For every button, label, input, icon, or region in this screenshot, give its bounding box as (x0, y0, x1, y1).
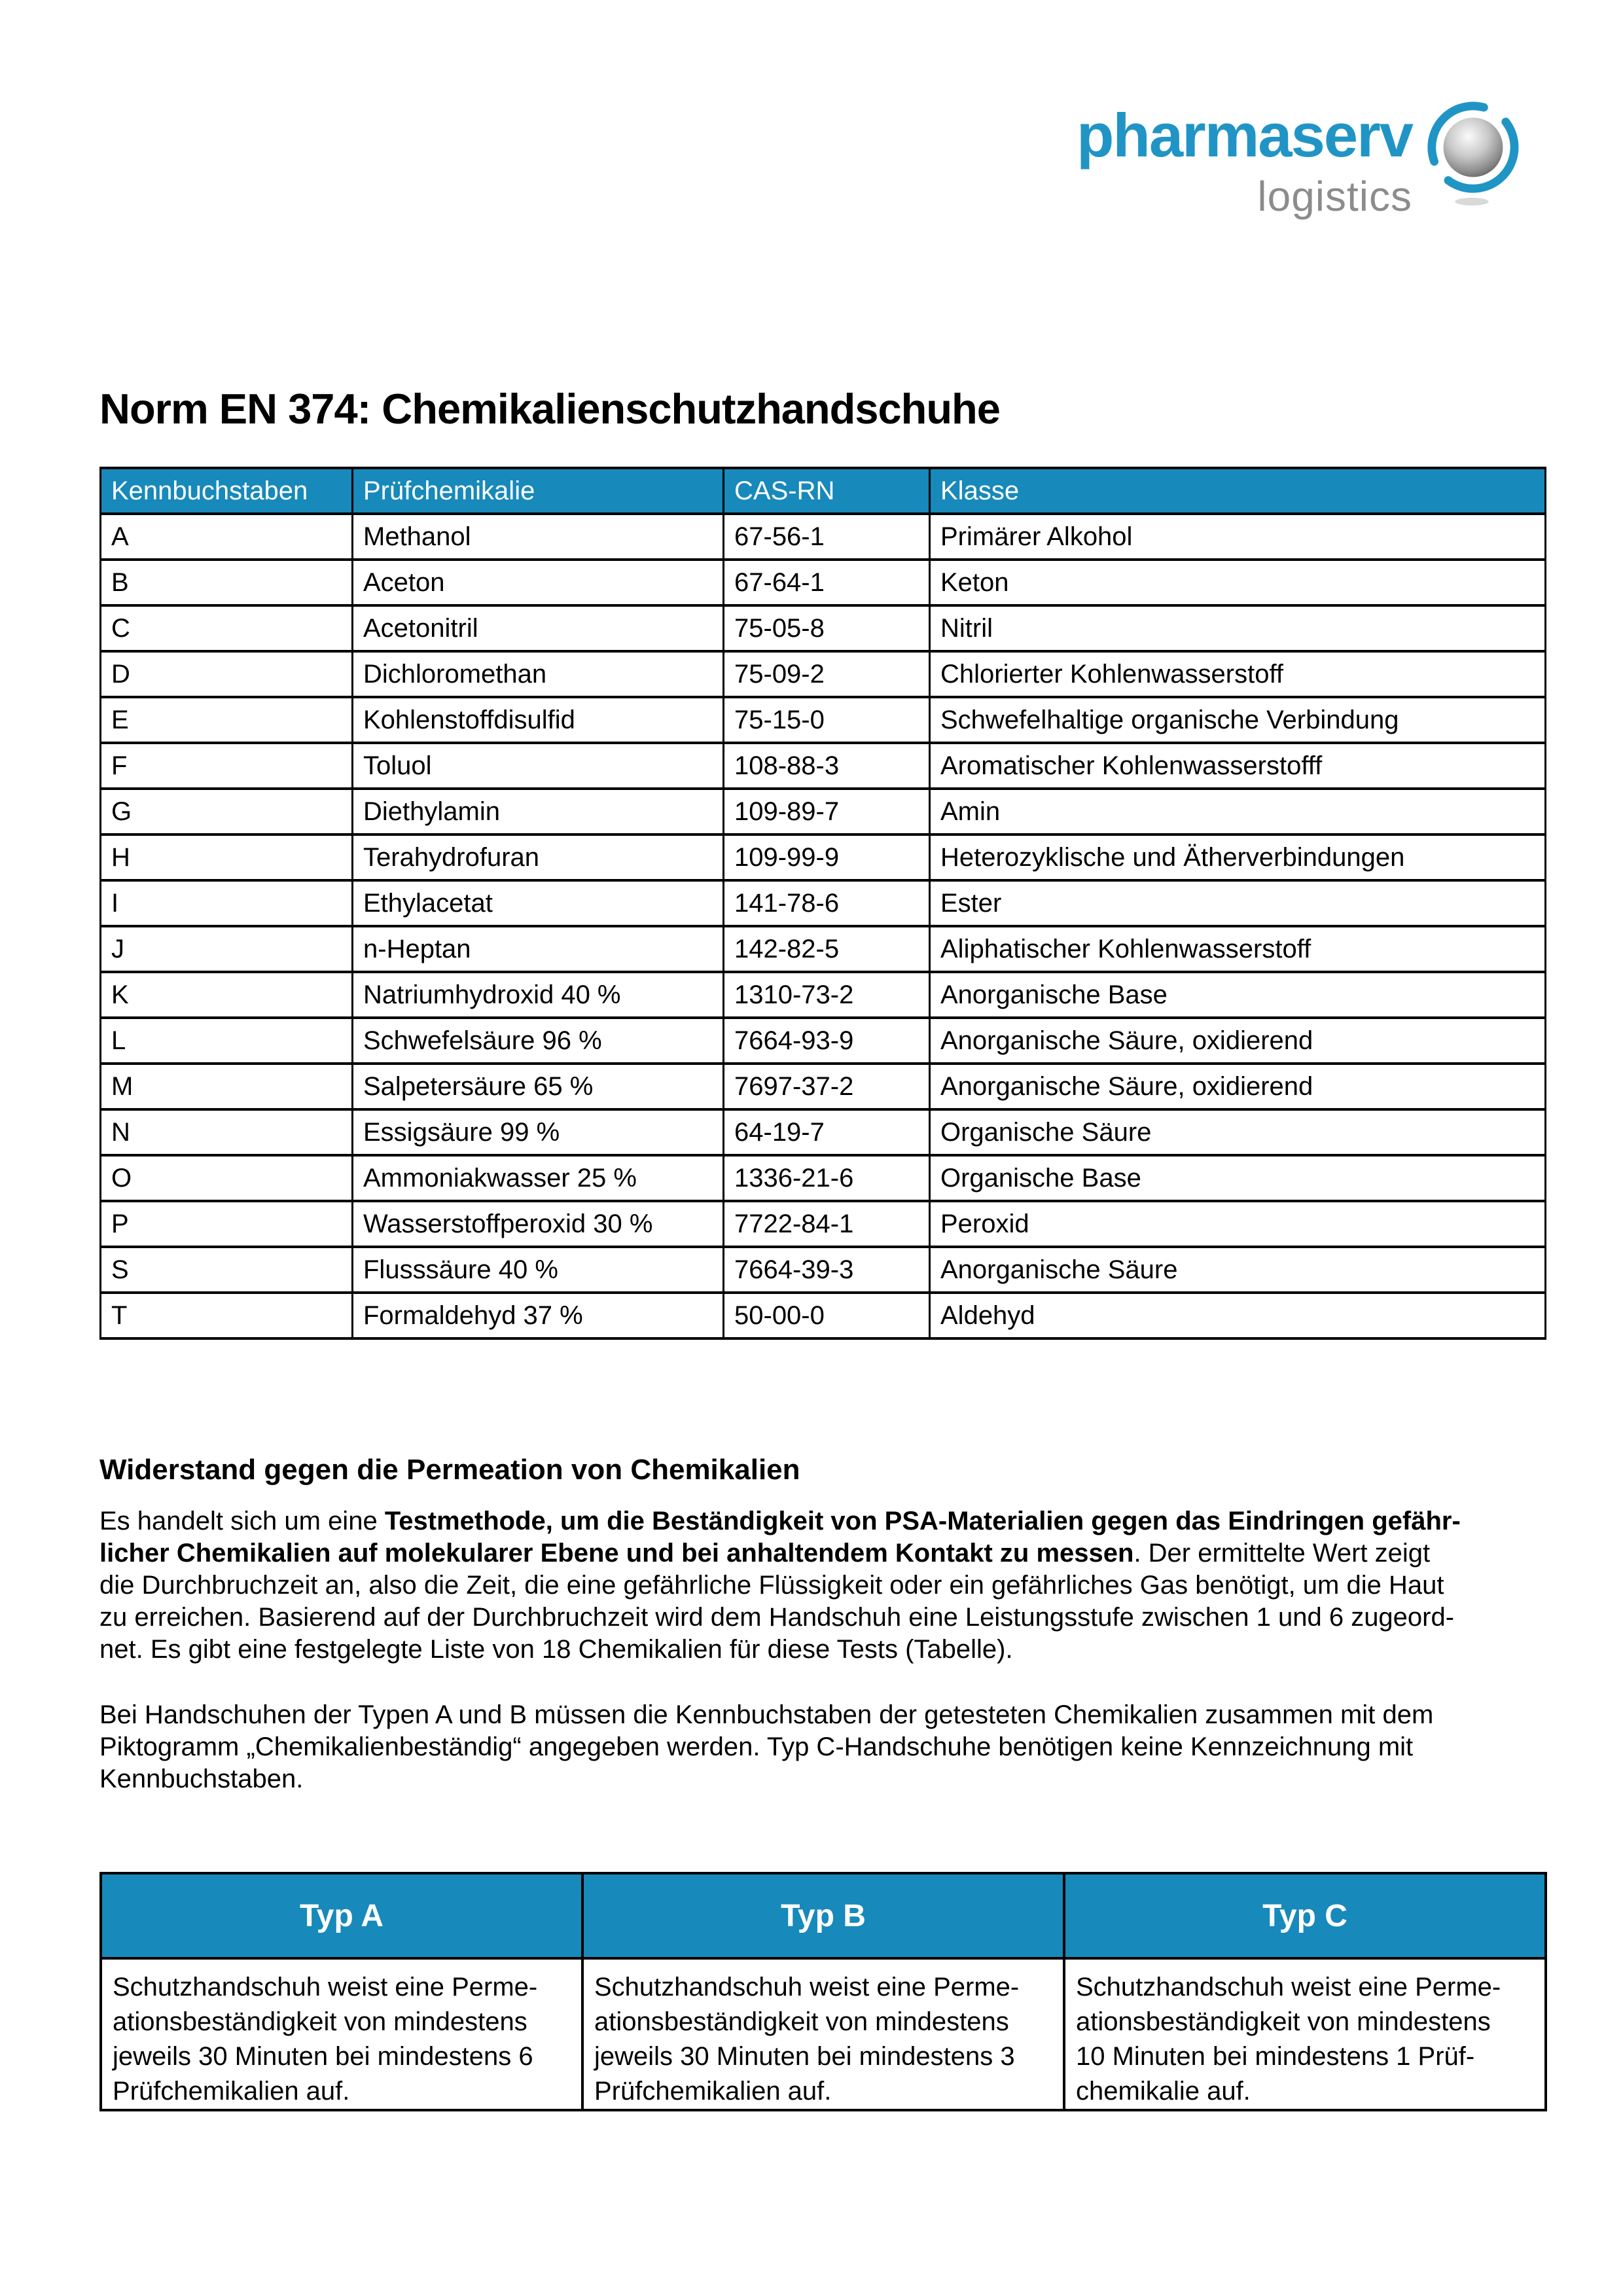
table-row (101, 926, 1546, 972)
table-row (101, 1293, 1546, 1338)
table-cell: Formaldehyd 37 % (353, 1293, 724, 1338)
table-row (101, 789, 1546, 834)
table-cell: Keton (930, 560, 1546, 605)
type-table-header-row (101, 1873, 1546, 1958)
type-table-body-row (101, 1958, 1546, 2110)
table-cell: 1336-21-6 (724, 1155, 930, 1201)
table-cell: 75-05-8 (724, 605, 930, 651)
table-cell: E (101, 697, 353, 743)
table-cell: Organische Säure (930, 1109, 1546, 1155)
table-cell: Acetonitril (353, 605, 724, 651)
table-cell: n-Heptan (353, 926, 724, 972)
type-c-description (1064, 1958, 1546, 2110)
column-header-cas-rn: CAS-RN (724, 468, 930, 514)
table-cell: Ammoniakwasser 25 % (353, 1155, 724, 1201)
table-cell: Heterozyklische und Ätherverbindungen (930, 834, 1546, 880)
table-cell: 67-64-1 (724, 560, 930, 605)
table-cell: Ethylacetat (353, 880, 724, 926)
table-cell: G (101, 789, 353, 834)
cell-line: Schutzhandschuh weist eine Perme- (113, 1973, 538, 2001)
table-cell: 109-89-7 (724, 789, 930, 834)
table-cell: Natriumhydroxid 40 % (353, 972, 724, 1018)
table-row (101, 743, 1546, 789)
table-cell: H (101, 834, 353, 880)
table-cell: M (101, 1064, 353, 1109)
table-cell: Organische Base (930, 1155, 1546, 1201)
paragraph-line: die Durchbruchzeit an, also die Zeit, die eine gefährliche Flüssigkeit oder ein gefährliches Gas benötigt, um die Haut (99, 1571, 1444, 1600)
table-cell: Diethylamin (353, 789, 724, 834)
type-a-header: Typ A (101, 1873, 582, 1958)
table-cell: Flusssäure 40 % (353, 1247, 724, 1293)
table-row (101, 1109, 1546, 1155)
table-cell: A (101, 514, 353, 560)
table-cell: Dichloromethan (353, 651, 724, 697)
cell-line: ationsbeständigkeit von mindestens (594, 2007, 1009, 2036)
table-cell: Primärer Alkohol (930, 514, 1546, 560)
table-cell: 7697-37-2 (724, 1064, 930, 1109)
chemicals-table (99, 467, 1546, 1340)
table-cell: Aromatischer Kohlenwasserstofff (930, 743, 1546, 789)
table-cell: Essigsäure 99 % (353, 1109, 724, 1155)
table-cell: Amin (930, 789, 1546, 834)
brand-subtitle: logistics (1257, 173, 1412, 220)
chemicals-table-header-row (101, 468, 1546, 514)
table-cell: Anorganische Säure, oxidierend (930, 1018, 1546, 1064)
type-a-description (101, 1958, 582, 2110)
marking-paragraph (99, 1699, 1433, 1795)
table-cell: 141-78-6 (724, 880, 930, 926)
table-cell: T (101, 1293, 353, 1338)
cell-line: ationsbeständigkeit von mindestens (113, 2007, 527, 2036)
table-cell: 108-88-3 (724, 743, 930, 789)
column-header-klasse: Klasse (930, 468, 1546, 514)
table-row (101, 834, 1546, 880)
type-c-header: Typ C (1064, 1873, 1546, 1958)
table-cell: F (101, 743, 353, 789)
column-header-kennbuchstaben: Kennbuchstaben (101, 468, 353, 514)
table-cell: Aldehyd (930, 1293, 1546, 1338)
table-row (101, 1018, 1546, 1064)
table-cell: 7664-93-9 (724, 1018, 930, 1064)
table-cell: 109-99-9 (724, 834, 930, 880)
table-row (101, 972, 1546, 1018)
table-cell: 75-09-2 (724, 651, 930, 697)
table-row (101, 560, 1546, 605)
cell-line: Schutzhandschuh weist eine Perme- (594, 1973, 1020, 2001)
table-cell: 64-19-7 (724, 1109, 930, 1155)
table-row (101, 1064, 1546, 1109)
table-cell: Ester (930, 880, 1546, 926)
table-cell: Kohlenstoffdisulfid (353, 697, 724, 743)
table-cell: 7722-84-1 (724, 1201, 930, 1247)
sphere-swoosh-globe-icon (1421, 98, 1525, 213)
table-cell: Methanol (353, 514, 724, 560)
table-row (101, 880, 1546, 926)
table-cell: I (101, 880, 353, 926)
table-cell: K (101, 972, 353, 1018)
table-cell: B (101, 560, 353, 605)
cell-line: jeweils 30 Minuten bei mindestens 3 (594, 2042, 1015, 2071)
company-logo (1042, 101, 1525, 220)
paragraph-line: zu erreichen. Basierend auf der Durchbruchzeit wird dem Handschuh eine Leistungsstufe zwischen 1 und 6 zugeord- (99, 1603, 1455, 1632)
table-cell: Nitril (930, 605, 1546, 651)
type-b-description (582, 1958, 1064, 2110)
logo-wordmark (1042, 101, 1412, 220)
table-row (101, 651, 1546, 697)
brand-name: pharmaserv (1077, 101, 1412, 170)
cell-line: Prüfchemikalien auf. (594, 2077, 832, 2106)
table-cell: Schwefelsäure 96 % (353, 1018, 724, 1064)
table-cell: 1310-73-2 (724, 972, 930, 1018)
column-header-pruefchemikalie: Prüfchemikalie (353, 468, 724, 514)
paragraph-line: Kennbuchstaben. (99, 1765, 304, 1793)
paragraph-line: licher Chemikalien auf molekularer Ebene und bei anhaltendem Kontakt zu messen. Der ermittelte Wert zeigt (99, 1539, 1431, 1568)
table-cell: N (101, 1109, 353, 1155)
table-cell: Aceton (353, 560, 724, 605)
globe-sphere (1444, 118, 1503, 177)
table-cell: L (101, 1018, 353, 1064)
glove-type-table (99, 1872, 1547, 2111)
table-row (101, 1201, 1546, 1247)
table-cell: Aliphatischer Kohlenwasserstoff (930, 926, 1546, 972)
table-cell: Peroxid (930, 1201, 1546, 1247)
table-cell: 67-56-1 (724, 514, 930, 560)
table-cell: D (101, 651, 353, 697)
cell-line: jeweils 30 Minuten bei mindestens 6 (113, 2042, 533, 2071)
paragraph-line: Piktogramm „Chemikalienbeständig“ angegeben werden. Typ C-Handschuhe benötigen keine Kennzeichnung mit (99, 1732, 1414, 1761)
paragraph-line: Es handelt sich um eine Testmethode, um die Beständigkeit von PSA-Materialien gegen das Eindringen gefähr- (99, 1507, 1461, 1535)
cell-line: Prüfchemikalien auf. (113, 2077, 350, 2106)
table-cell: Anorganische Base (930, 972, 1546, 1018)
table-row (101, 514, 1546, 560)
intro-paragraph (99, 1505, 1461, 1666)
table-cell: C (101, 605, 353, 651)
type-b-header: Typ B (582, 1873, 1064, 1958)
table-row (101, 1155, 1546, 1201)
section-heading: Widerstand gegen die Permeation von Chemikalien (99, 1453, 800, 1486)
page-title: Norm EN 374: Chemikalienschutzhandschuhe (99, 384, 1000, 433)
table-cell: 142-82-5 (724, 926, 930, 972)
table-row (101, 605, 1546, 651)
table-cell: Salpetersäure 65 % (353, 1064, 724, 1109)
cell-line: Schutzhandschuh weist eine Perme- (1076, 1973, 1501, 2001)
table-cell: S (101, 1247, 353, 1293)
cell-line: chemikalie auf. (1076, 2077, 1251, 2106)
table-cell: Chlorierter Kohlenwasserstoff (930, 651, 1546, 697)
table-cell: 7664-39-3 (724, 1247, 930, 1293)
table-cell: Anorganische Säure, oxidierend (930, 1064, 1546, 1109)
table-cell: Toluol (353, 743, 724, 789)
cell-line: 10 Minuten bei mindestens 1 Prüf- (1076, 2042, 1475, 2071)
cell-line: ationsbeständigkeit von mindestens (1076, 2007, 1491, 2036)
table-cell: P (101, 1201, 353, 1247)
table-cell: 50-00-0 (724, 1293, 930, 1338)
paragraph-line: net. Es gibt eine festgelegte Liste von 18 Chemikalien für diese Tests (Tabelle). (99, 1635, 1013, 1664)
table-cell: Terahydrofuran (353, 834, 724, 880)
paragraph-line: Bei Handschuhen der Typen A und B müssen die Kennbuchstaben der getesteten Chemikalien zusammen mit dem (99, 1700, 1434, 1729)
table-cell: Schwefelhaltige organische Verbindung (930, 697, 1546, 743)
table-row (101, 1247, 1546, 1293)
table-row (101, 697, 1546, 743)
table-cell: J (101, 926, 353, 972)
table-cell: Anorganische Säure (930, 1247, 1546, 1293)
table-cell: O (101, 1155, 353, 1201)
table-cell: Wasserstoffperoxid 30 % (353, 1201, 724, 1247)
table-cell: 75-15-0 (724, 697, 930, 743)
